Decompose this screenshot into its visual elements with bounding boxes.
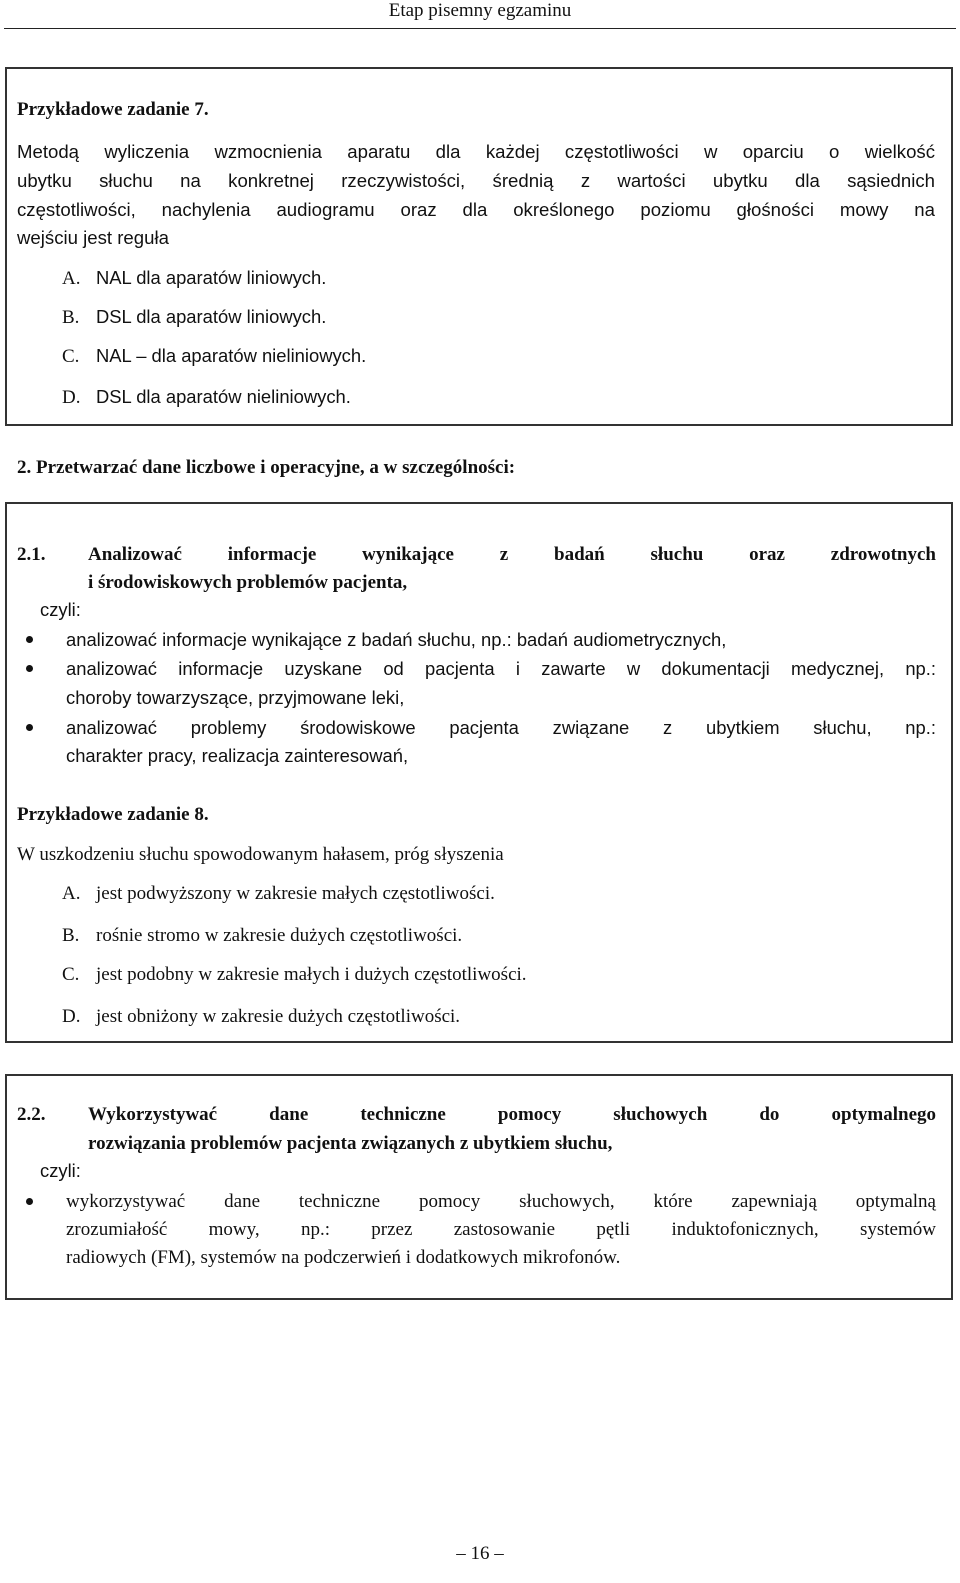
task8-option-d [62,1004,460,1030]
option-text: jest podobny w zakresie małych i dużych częstotliwości. [96,964,527,985]
task8-heading: Przykładowe zadanie 8. [17,804,209,825]
section2-heading: 2. Przetwarzać dane liczbowe i operacyjne, a w szczególności: [17,457,516,478]
section21-czyli: czyli: [40,599,81,620]
option-letter: B. [62,307,80,328]
bullet-dot [26,1198,33,1205]
section21-title-line-2: i środowiskowych problemów pacjenta, [88,572,408,593]
section21-title-line-1: Analizować informacje wynikające z badań słuchu oraz zdrowotnych [88,544,936,565]
page-number: – 16 – [456,1543,504,1564]
bullet-dot [26,665,33,672]
section21-number: 2.1. [17,544,46,565]
option-letter: C. [62,346,80,367]
task7-question-line-2: ubytku słuchu na konkretnej rzeczywistości, średnią z wartości ubytku dla sąsiednich [17,170,935,191]
option-letter: A. [62,883,81,904]
bullet-dot [26,724,33,731]
section21-bullet-2-line-1: analizować informacje uzyskane od pacjenta i zawarte w dokumentacji medycznej, np.: [66,658,936,679]
option-letter: D. [62,387,81,408]
option-text: rośnie stromo w zakresie dużych częstotliwości. [96,925,463,946]
option-letter: C. [62,964,80,985]
task7-question-line-4: wejściu jest reguła [17,227,169,248]
section22-title-line-2: rozwiązania problemów pacjenta związanych z ubytkiem słuchu, [88,1133,613,1154]
task8-option-c [62,962,527,988]
task7-option-c [62,343,366,370]
option-text: NAL – dla aparatów nieliniowych. [96,345,367,366]
section22-czyli: czyli: [40,1160,81,1181]
option-letter: A. [62,268,81,289]
option-letter: D. [62,1006,81,1027]
section21-bullet-3-line-2: charakter pracy, realizacja zainteresowań, [66,745,409,766]
section22-title-line-1: Wykorzystywać dane techniczne pomocy słuchowych do optymalnego [88,1104,936,1125]
section22-bullet-line-1: wykorzystywać dane techniczne pomocy słuchowych, które zapewniają optymalną [66,1191,936,1212]
task7-option-d [62,384,351,411]
task7-question-line-1: Metodą wyliczenia wzmocnienia aparatu dla każdej częstotliwości w oparciu o wielkość [17,141,935,162]
option-letter: B. [62,925,80,946]
option-text: jest obniżony w zakresie dużych częstotliwości. [96,1006,461,1027]
task7-option-a [62,265,326,292]
bullet-dot [26,636,33,643]
task7-heading: Przykładowe zadanie 7. [17,99,209,120]
section22-bullet-line-2: zrozumiałość mowy, np.: przez zastosowanie pętli induktofonicznych, systemów [66,1219,936,1240]
section21-bullet-3-line-1: analizować problemy środowiskowe pacjenta związane z ubytkiem słuchu, np.: [66,717,936,738]
section22-bullet-line-3: radiowych (FM), systemów na podczerwień i dodatkowych mikrofonów. [66,1247,621,1268]
task8-option-a [62,881,495,907]
option-text: DSL dla aparatów liniowych. [96,306,327,327]
task7-question-line-3: częstotliwości, nachylenia audiogramu oraz dla określonego poziomu głośności mowy na [17,199,935,220]
task7-option-b [62,304,326,331]
task8-option-b [62,923,462,949]
page-header: Etap pisemny egzaminu [388,0,572,21]
section21-bullet-2-line-2: choroby towarzyszące, przyjmowane leki, [66,687,405,708]
task8-question: W uszkodzeniu słuchu spowodowanym hałasem, próg słyszenia [17,844,504,865]
option-text: DSL dla aparatów nieliniowych. [96,386,351,407]
section22-number: 2.2. [17,1104,46,1125]
header-divider [4,28,956,29]
option-text: NAL dla aparatów liniowych. [96,267,327,288]
section21-bullet-1: analizować informacje wynikające z badań słuchu, np.: badań audiometrycznych, [66,629,727,650]
option-text: jest podwyższony w zakresie małych częstotliwości. [96,883,495,904]
